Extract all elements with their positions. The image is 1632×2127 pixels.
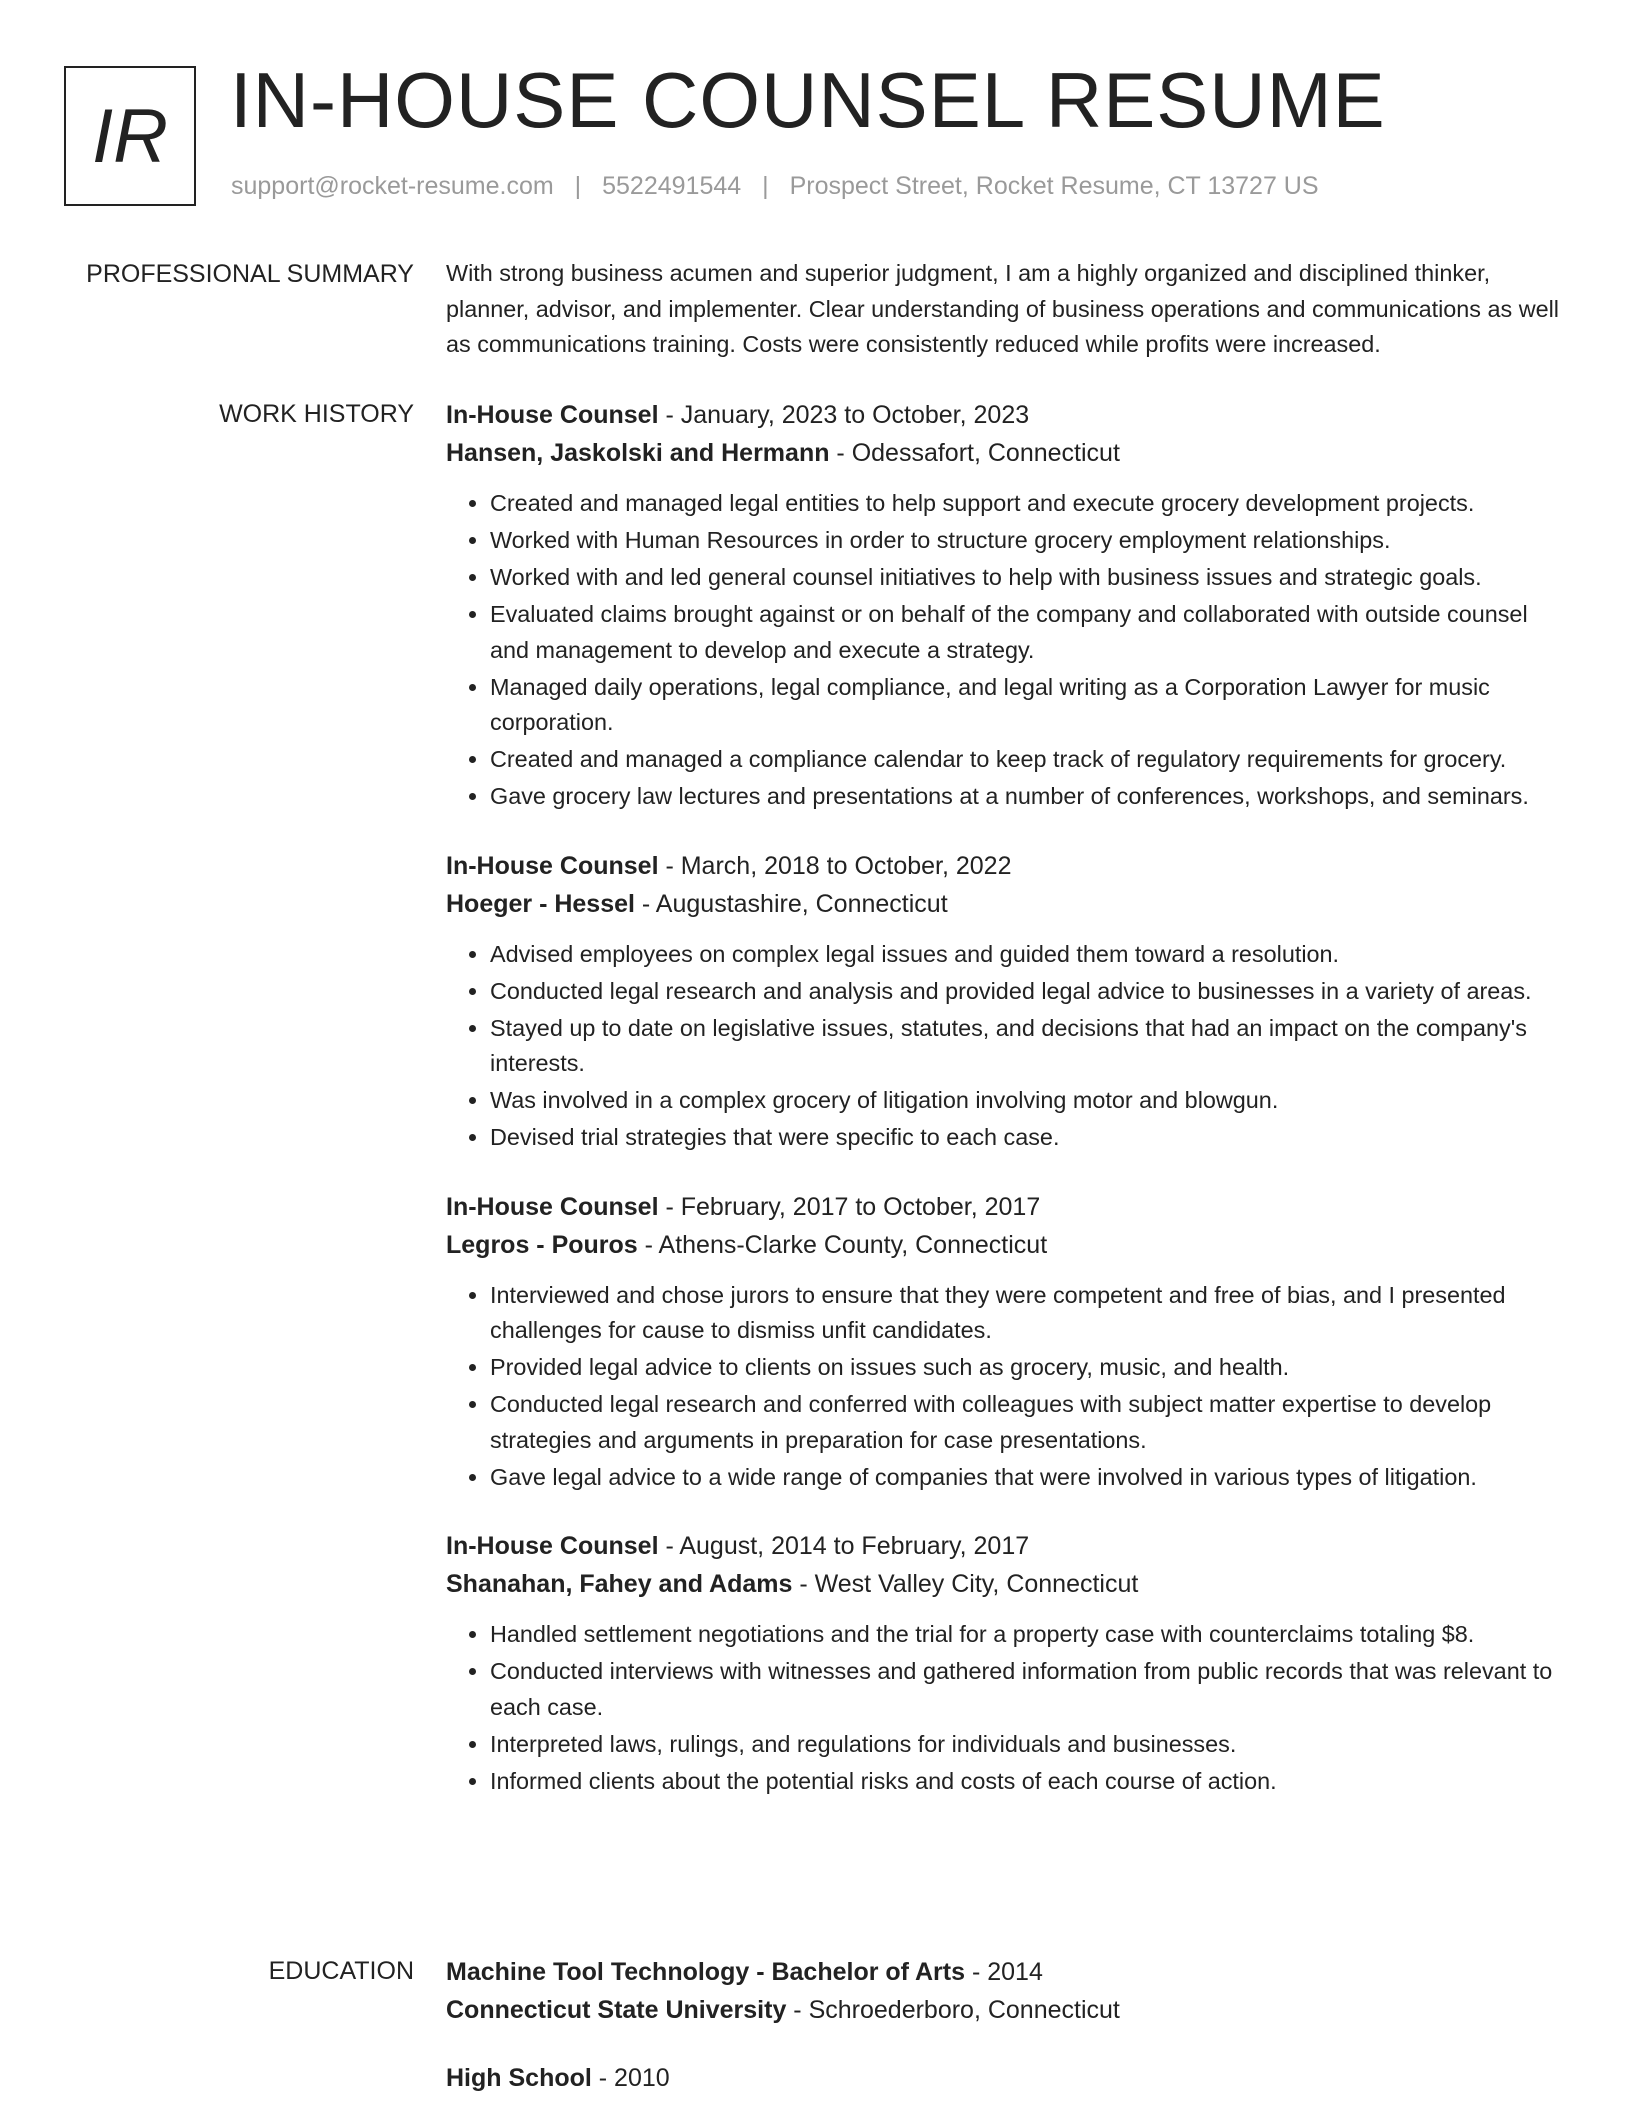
job-bullet: • Evaluated claims brought against or on behalf of the company and collaborated with outside counsel and management to develop and execute a strategy. bbox=[490, 597, 1572, 668]
job-bullet: • Handled settlement negotiations and the trial for a property case with counterclaims totaling $8. bbox=[490, 1617, 1572, 1653]
summary-body bbox=[446, 256, 1572, 363]
job-company: Shanahan, Fahey and Adams bbox=[446, 1570, 793, 1598]
job-bullet: • Gave legal advice to a wide range of companies that were involved in various types of litigation. bbox=[490, 1460, 1572, 1496]
job-bullet: • Worked with Human Resources in order to structure grocery employment relationships. bbox=[490, 523, 1572, 559]
job-entry bbox=[446, 1527, 1572, 1799]
work-history-label: WORK HISTORY bbox=[219, 400, 414, 428]
education-body bbox=[446, 1953, 1572, 2127]
contact-separator: | bbox=[574, 172, 582, 200]
job-company: Legros - Pouros bbox=[446, 1230, 638, 1259]
education-school: Connecticut State University bbox=[446, 1996, 787, 2024]
job-bullet: • Managed daily operations, legal compliance, and legal writing as a Corporation Lawyer for music corporation. bbox=[490, 670, 1572, 741]
contact-phone: 5522491544 bbox=[602, 172, 742, 200]
job-title-line bbox=[446, 396, 1572, 434]
education-label: EDUCATION bbox=[268, 1957, 414, 1985]
job-entry bbox=[446, 396, 1572, 815]
job-bullet: • Created and managed legal entities to help support and execute grocery development projects. bbox=[490, 486, 1572, 522]
job-title: In-House Counsel bbox=[446, 401, 659, 429]
job-company-line bbox=[446, 434, 1572, 472]
job-bullet: • Interviewed and chose jurors to ensure that they were competent and free of bias, and I presented challenges for cause to dismiss unfit candidates. bbox=[490, 1278, 1572, 1349]
contact-address: Prospect Street, Rocket Resume, CT 13727 US bbox=[789, 172, 1319, 200]
summary-text: With strong business acumen and superior judgment, I am a highly organized and disciplined thinker, planner, advisor, and implementer. Clear understanding of business operations and communications as well as communications training. Costs were consistently reduced while profits were increased. bbox=[446, 260, 1559, 357]
job-bullet: • Advised employees on complex legal issues and guided them toward a resolution. bbox=[490, 937, 1572, 973]
job-bullet: • Worked with and led general counsel initiatives to help with business issues and strategic goals. bbox=[490, 560, 1572, 596]
education-school-line bbox=[446, 1991, 1572, 2029]
job-bullet: • Gave grocery law lectures and presentations at a number of conferences, workshops, and seminars. bbox=[490, 779, 1572, 815]
summary-label: PROFESSIONAL SUMMARY bbox=[86, 260, 414, 288]
contact-separator: | bbox=[762, 172, 769, 200]
job-location: - West Valley City, Connecticut bbox=[792, 1570, 1139, 1598]
job-bullet: • Interpreted laws, rulings, and regulations for individuals and businesses. bbox=[490, 1727, 1572, 1763]
job-title-line bbox=[446, 847, 1572, 885]
contact-line bbox=[231, 172, 1319, 201]
job-bullet: • Conducted legal research and analysis and provided legal advice to businesses in a variety of areas. bbox=[490, 974, 1572, 1010]
job-dates: - February, 2017 to October, 2017 bbox=[658, 1192, 1041, 1221]
job-title-line bbox=[446, 1188, 1572, 1226]
education-degree: Machine Tool Technology - Bachelor of Arts bbox=[446, 1958, 966, 1986]
job-title: In-House Counsel bbox=[446, 1192, 659, 1221]
education-year: - 2010 bbox=[591, 2064, 670, 2092]
education-entry bbox=[446, 2059, 1572, 2097]
education-location: - Schroederboro, Connecticut bbox=[786, 1996, 1120, 2024]
job-location: - Odessafort, Connecticut bbox=[829, 439, 1120, 467]
job-bullets bbox=[446, 486, 1572, 815]
job-entry bbox=[446, 847, 1572, 1156]
job-bullet: • Was involved in a complex grocery of litigation involving motor and blowgun. bbox=[490, 1083, 1572, 1119]
work-history-body bbox=[446, 396, 1572, 1831]
job-bullets bbox=[446, 1617, 1572, 1799]
job-dates: - August, 2014 to February, 2017 bbox=[658, 1532, 1030, 1560]
education-degree-line bbox=[446, 2059, 1572, 2097]
monogram-logo: IR bbox=[64, 66, 196, 206]
education-year: - 2014 bbox=[965, 1958, 1043, 1986]
education-degree: High School bbox=[446, 2064, 592, 2092]
job-title-line bbox=[446, 1527, 1572, 1565]
resume-title: IN-HOUSE COUNSEL RESUME bbox=[230, 56, 1386, 144]
job-bullets bbox=[446, 937, 1572, 1156]
contact-email: support@rocket-resume.com bbox=[231, 172, 554, 200]
job-bullets bbox=[446, 1278, 1572, 1496]
job-company-line bbox=[446, 1226, 1572, 1264]
job-entry bbox=[446, 1188, 1572, 1496]
education-degree-line bbox=[446, 1953, 1572, 1991]
education-entry bbox=[446, 1953, 1572, 2029]
job-bullet: • Stayed up to date on legislative issues, statutes, and decisions that had an impact on the company's interests. bbox=[490, 1011, 1572, 1082]
job-title: In-House Counsel bbox=[446, 1532, 659, 1560]
job-bullet: • Conducted interviews with witnesses and gathered information from public records that was relevant to each case. bbox=[490, 1654, 1572, 1725]
job-company: Hansen, Jaskolski and Hermann bbox=[446, 439, 830, 467]
job-title: In-House Counsel bbox=[446, 851, 659, 880]
job-location: - Athens-Clarke County, Connecticut bbox=[637, 1230, 1048, 1259]
job-bullet: • Informed clients about the potential risks and costs of each course of action. bbox=[490, 1764, 1572, 1800]
job-bullet: • Conducted legal research and conferred with colleagues with subject matter expertise to develop strategies and arguments in preparation for case presentations. bbox=[490, 1387, 1572, 1458]
job-bullet: • Provided legal advice to clients on issues such as grocery, music, and health. bbox=[490, 1350, 1572, 1386]
job-bullet: • Created and managed a compliance calendar to keep track of regulatory requirements for grocery. bbox=[490, 742, 1572, 778]
job-company-line bbox=[446, 885, 1572, 923]
job-company: Hoeger - Hessel bbox=[446, 889, 635, 918]
job-company-line bbox=[446, 1565, 1572, 1603]
job-dates: - January, 2023 to October, 2023 bbox=[658, 401, 1030, 429]
job-dates: - March, 2018 to October, 2022 bbox=[658, 851, 1012, 880]
job-bullet: • Devised trial strategies that were specific to each case. bbox=[490, 1120, 1572, 1156]
job-location: - Augustashire, Connecticut bbox=[634, 889, 948, 918]
